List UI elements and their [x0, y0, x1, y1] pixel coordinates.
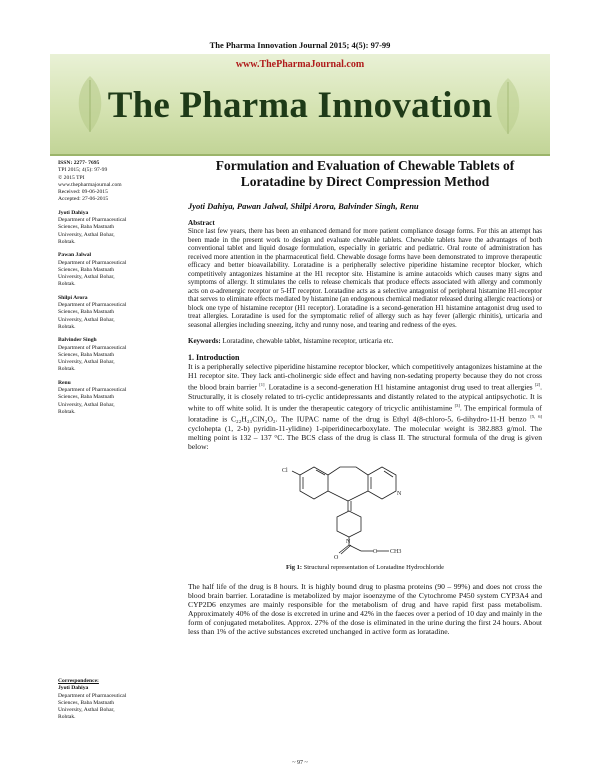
correspondence-line: University, Asthal Bohar, [58, 707, 115, 714]
affiliation-line: Department of Pharmaceutical [58, 217, 127, 224]
issn: ISSN: 2277- 7695 [58, 160, 100, 166]
affiliation-author-name: Shilpi Arora [58, 294, 88, 301]
intro-text: cyclohepta (1, 2-b) pyridin-11-ylidine) 1-piperidinecarboxylate. The molecular weight is 382.883 g/mol. The melting point is 132 – 137 °C. The BCS class of the drug is class II. The structural formula of the drug is given below: [188, 423, 542, 451]
figure-caption-text: Structural representation of Loratadine Hydrochloride [302, 563, 445, 571]
figure-label: Fig 1: [285, 563, 303, 571]
affiliation-line: Sciences, Baba Mastnath [58, 224, 115, 231]
citation[interactable]: [5, 6] [530, 414, 542, 420]
affiliation-author-name: Pawan Jalwal [58, 252, 92, 259]
abstract-heading: Abstract [188, 218, 215, 227]
affiliation-line: University, Asthal Bohar, [58, 231, 115, 238]
received-date: Received: 09-06-2015 [58, 189, 108, 196]
affiliation-line: University, Asthal Bohar, [58, 359, 115, 366]
correspondence-line: Rohtak. [58, 714, 76, 721]
keywords-text: Loratadine, chewable tablet, histamine receptor, urticaria etc. [222, 337, 394, 345]
keywords-label: Keywords: [188, 337, 221, 345]
journal-url[interactable]: www.ThePharmaJournal.com [235, 59, 365, 70]
author-affiliation [58, 252, 168, 288]
volume-info: TPI 2015; 4(5): 97-99 [58, 167, 108, 174]
copyright: © 2015 TPI [58, 174, 85, 181]
journal-website[interactable]: www.thepharmajournal.com [58, 181, 122, 188]
atom-label: N [346, 538, 351, 545]
intro-text: It is a peripherally selective piperidine histamine receptor blocker, which competitively antagonizes histamine at the H1 receptor site. They lack anti-cholinergic side effect and having non-sedating property because they do not cross the blood brain barrier [188, 362, 542, 392]
correspondence-heading: Correspondence: [58, 678, 99, 684]
affiliation-line: Department of Pharmaceutical [58, 387, 127, 394]
affiliation-line: University, Asthal Bohar, [58, 274, 115, 281]
affiliation-author-name: Jyoti Dahiya [58, 209, 89, 216]
journal-banner [50, 54, 550, 156]
author-list: Jyoti Dahiya, Pawan Jalwal, Shilpi Arora, Balvinder Singh, Renu [188, 201, 419, 211]
intro-text: . Structurally, it is closely related to tri-cyclic antidepressants and distantly related to the atypical antipsychotic. It is white to off white solid. It is under the therapeutic category of tricyclic antihistamine [188, 382, 542, 413]
intro-paragraph [188, 362, 542, 451]
author-affiliation [58, 337, 168, 373]
atom-label: O [373, 548, 378, 555]
journal-name: The Pharma Innovation [107, 85, 493, 126]
affiliation-author-name: Balvinder Singh [58, 337, 97, 344]
correspondence-line: Department of Pharmaceutical [58, 692, 127, 699]
affiliation-line: Department of Pharmaceutical [58, 259, 127, 266]
affiliation-line: Sciences, Baba Mastnath [58, 351, 115, 358]
keywords [188, 337, 542, 346]
page-number: ~ 97 ~ [292, 760, 308, 766]
intro-paragraph: The half life of the drug is 8 hours. It is highly bound drug to plasma proteins (90 – 99%) and does not cross the blood brain barrier. Loratadine is metabolized by major isoenzyme of the Cytochrome P450 system CYP3A4 and CYP2D6 enzymes are mainly responsible for the metabolism of drug and have rapid first pass metabolism. Approximately 40% of the dose is excreted in urine and 42% in the faeces over a period of 10 day and mainly in the form of conjugated metabolites. Approx. 27% of the dose is eliminated in the urine during the first 24 hours. About less than 1% of the active substances excreted unchanged in active form as loratadine. [188, 582, 542, 637]
citation[interactable]: [3] [454, 402, 460, 408]
journal-citation: The Pharma Innovation Journal 2015; 4(5): 97-99 [209, 40, 391, 50]
author-affiliation [58, 295, 168, 331]
author-affiliation [58, 380, 168, 416]
affiliation-line: Rohtak. [58, 238, 76, 245]
affiliation-line: Sciences, Baba Mastnath [58, 394, 115, 401]
author-affiliation [58, 210, 168, 246]
atom-label: O [334, 554, 339, 561]
affiliation-line: Department of Pharmaceutical [58, 302, 127, 309]
correspondence-line: Sciences, Baba Mastnath [58, 699, 115, 706]
affiliation-line: Sciences, Baba Mastnath [58, 266, 115, 273]
affiliation-author-name: Renu [58, 379, 71, 386]
intro-text: . The empirical formula of loratadine is C₂₂H₂₃ClN₂O₂. The IUPAC name of the drug is Ethyl 4(8-chloro-5, 6-dihydro-11-H benzo [188, 403, 542, 424]
affiliation-line: University, Asthal Bohar, [58, 401, 115, 408]
affiliation-line: Rohtak. [58, 281, 76, 288]
affiliation-line: Sciences, Baba Mastnath [58, 309, 115, 316]
correspondence [58, 678, 168, 722]
loratadine-structure-figure [270, 457, 460, 562]
affiliation-line: Rohtak. [58, 323, 76, 330]
affiliation-line: Rohtak. [58, 366, 76, 373]
correspondence-name: Jyoti Dahiya [58, 685, 89, 692]
atom-label: Cl [282, 467, 288, 474]
accepted-date: Accepted: 27-06-2015 [58, 196, 109, 203]
article-title: Formulation and Evaluation of Chewable Tablets of Loratadine by Direct Compression Method [215, 158, 515, 189]
intro-heading: 1. Introduction [188, 352, 240, 362]
atom-label: CH3 [390, 548, 402, 555]
journal-meta [58, 160, 168, 204]
citation[interactable]: [2] [534, 382, 541, 387]
abstract-text: Since last few years, there has been an enhanced demand for more patient compliance dosage forms. For this an attempt has been made in the present work to design and evaluate chewable tablets. Chewable tablets have the advantages of both conventional tablet and liquid dosage formulation, especially in geriatric and pediatric. Oral route of administration has received more attention in the pharmaceutical field. Chewable dosage forms have been demonstrated to improve therapeutic efficacy and better bioavailability. Loratadine is a peripherally selective piperidine histamine receptor blocker, which competitively antagonizes histamine at the H1 receptor site. Histamine is amine autacoids which causes many signs and symptoms of allergy. It stimulates the cells to release chemicals that produce effects associated with allergy and commonly acts on α-adrenergic receptor or 5-HT receptor. Loratadine acts as a selective antagonist of peripheral histamine H1-receptor that serves to eliminate effects mediated by histamine (an endogenous chemical mediator released during allergic reactions) or block one type of histamine receptor (H1 receptor). Loratadine is a second-generation H1 histamine antagonist drug used to treat allergies. Loratadine is used for the symptomatic relief of allergy such as hay fever (allergic rhinitis), urticaria and seasonal allergies including sneezing, itchy and runny nose, and tearing and redness of the eyes. [188, 227, 542, 329]
affiliation-line: Rohtak. [58, 408, 76, 415]
sidebar [58, 160, 168, 416]
intro-text: . Loratadine is a second-generation H1 histamine antagonist drug used to treat allergies [264, 382, 535, 392]
affiliation-line: Department of Pharmaceutical [58, 344, 127, 351]
atom-label: N [397, 490, 402, 497]
citation[interactable]: [1] [259, 382, 265, 387]
affiliation-line: University, Asthal Bohar, [58, 316, 115, 323]
figure-caption [188, 564, 542, 573]
article-body [188, 158, 542, 636]
